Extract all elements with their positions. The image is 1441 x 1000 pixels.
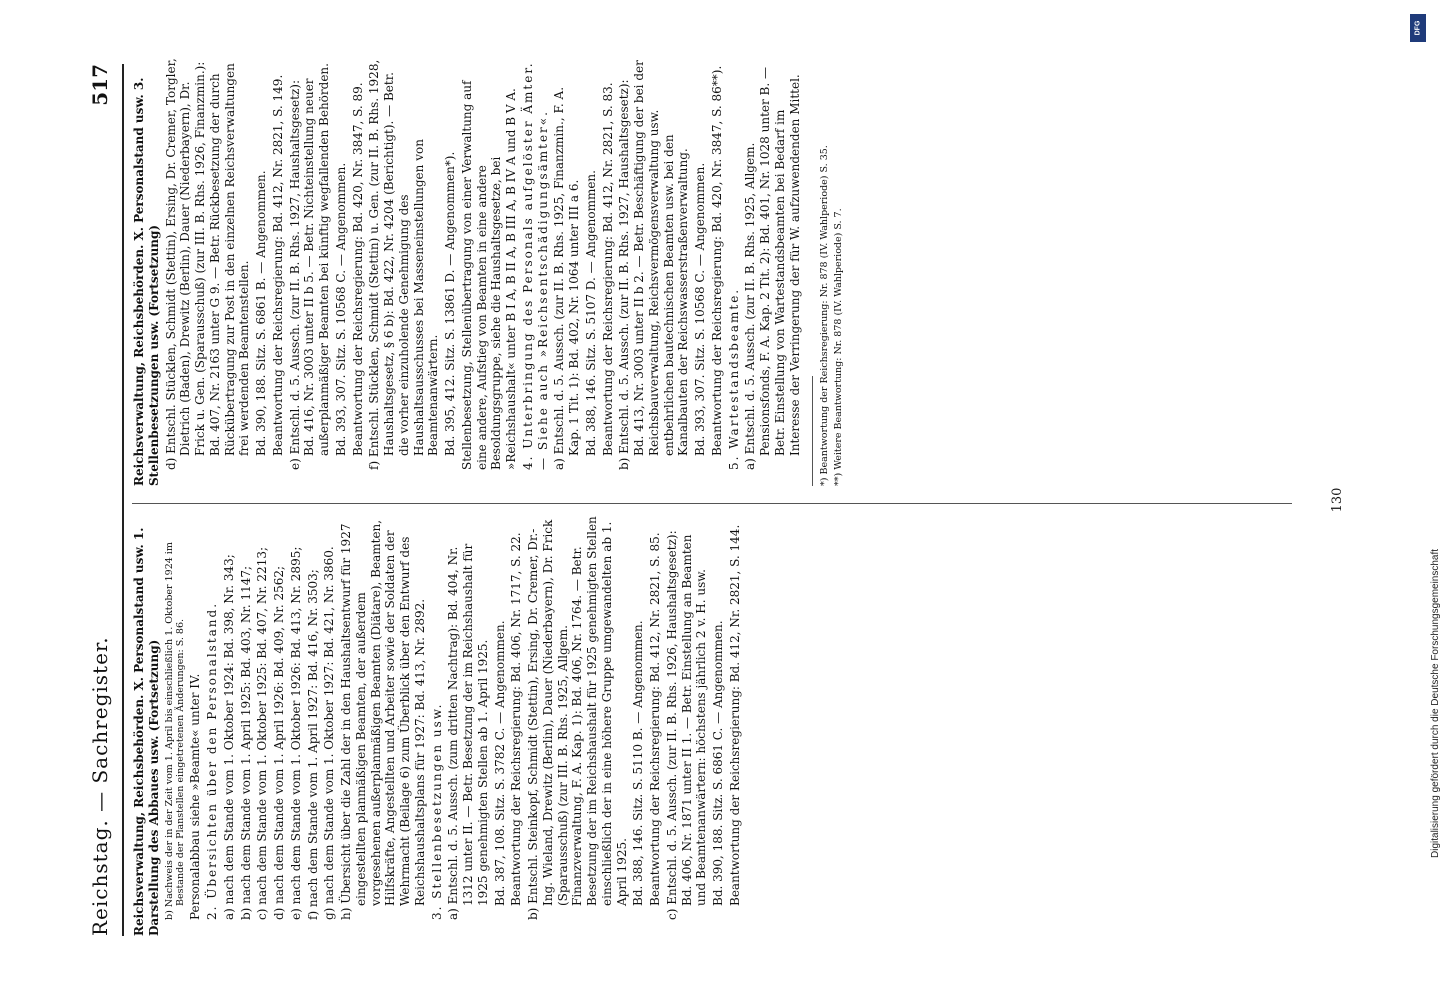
- index-entry: Bd. 393, 307. Sitz. S. 10568 C. — Angenommen.: [693, 162, 707, 456]
- index-entry: d) nach dem Stande vom 1. April 1926: Bd. 409, Nr. 2562;: [272, 565, 287, 920]
- index-entry: Reichsverwaltung, Reichsbehörden. X. Personalstand usw. 1. Darstellung des Abbaues usw. (Fortsetzung): [132, 527, 161, 936]
- index-entry: Bd. 388, 146. Sitz. S. 5110 B. — Angenommen.: [631, 620, 646, 906]
- index-entry: b) Nachweis der in der Zeit vom 1. April bis einschließlich 1. Oktober 1924 im Bestande der Planstellen eingetretenen Änderungen: S. 86.: [163, 542, 186, 920]
- index-entry: Reichsverwaltung, Reichsbehörden. X. Personalstand usw. 3. Stellenbesetzungen usw. (Fortsetzung): [132, 77, 161, 486]
- index-entry: Bd. 387, 108. Sitz. S. 3782 C. — Angenommen.: [492, 620, 507, 906]
- index-entry: 2. Übersichten über den Personalstand.: [205, 601, 220, 920]
- index-entry: Beantwortung der Reichsregierung: Bd. 420, Nr. 3847, S. 89.: [350, 82, 365, 456]
- funding-note: Digitalisierung gefördert durch die Deutsche Forschungsgemeinschaft: [1430, 548, 1441, 858]
- footer-page-number: 130: [1330, 487, 1345, 513]
- index-entry: d) Entschl. Stücklen, Schmidt (Stettin), Ersing, Dr. Cremer, Torgler, Dietrich (Baden), Drewitz (Berlin), Dauer (Niederbayern), Dr. Frick u. Gen. (Sparausschuß) (zur III. B. Rhs. 1926, Finanzmin.): Bd. 407, Nr. 2163 unter G 9. — Betr. Rückbesetzung der durch Rückübertragung zur Post in den einzelnen Reichsverwaltungen frei werdenden Beamtenstellen.: [163, 58, 252, 470]
- right-column: [132, 56, 846, 486]
- column-divider: [132, 503, 1292, 504]
- left-column: [132, 516, 745, 936]
- index-entry: e) Entschl. d. 5. Aussch. (zur II. B. Rhs. 1927, Haushaltsgesetz): Bd. 416, Nr. 3003 unter II b 5. — Betr. Nichteinstellung neuer außerplanmäßiger Beamten bei künftig wegfallenden Behörden.: [287, 63, 331, 470]
- index-entry: Beantwortung der Reichsregierung: Bd. 412, Nr. 2821, S. 149.: [270, 74, 285, 456]
- right-column-entries: [132, 56, 802, 486]
- index-entry: Beantwortung der Reichsregierung: Bd. 406, Nr. 1717, S. 22.: [509, 532, 524, 906]
- index-entry: Personalabbau siehe »Beamte« unter IV.: [188, 673, 203, 920]
- header-rule: [122, 64, 124, 936]
- index-entry: Bd. 393, 307. Sitz. S. 10568 C. — Angenommen.: [333, 162, 348, 456]
- index-entry: Bd. 388, 146. Sitz. S. 5107 D. — Angenommen.: [583, 170, 598, 456]
- index-entry: Beantwortung der Reichsregierung: Bd. 412, Nr. 2821, S. 144.: [727, 524, 742, 906]
- index-entry: Bd. 390, 188. Sitz. S. 6861 C. — Angenommen.: [711, 620, 726, 906]
- index-entry: f) nach dem Stande vom 1. April 1927: Bd. 416, Nr. 3503;: [305, 569, 320, 920]
- index-entry: f) Entschl. Stücklen, Schmidt (Stettin) u. Gen. (zur II. B. Rhs. 1928, Haushaltsgesetz, § 6 b): Bd. 422, Nr. 4204 (Berichtigt). — Betr. die vorher einzuholende Genehmigung des Haushaltsausschusses bei Masseneinstellungen von Beamtenanwärtern.: [367, 59, 441, 470]
- index-entry: Beantwortung der Reichsregierung: Bd. 412, Nr. 2821, S. 83.: [600, 82, 615, 456]
- index-entry: b) Entschl. d. 5. Aussch. (zur II. B. Rhs. 1927, Haushaltsgesetz): Bd. 413, Nr. 3003 unter II b 2. — Betr. Beschäftigung der bei der Reichsbauverwaltung, Reichsvermögensverwaltung usw. entbehrlichen bautechnischen Beamten usw. bei den Kanalbauten der Reichswasserstraßenverwaltung.: [617, 60, 691, 470]
- index-entry: 5. Wartestandsbeamte.: [726, 287, 741, 470]
- index-entry: a) nach dem Stande vom 1. Oktober 1924: Bd. 398, Nr. 343;: [221, 554, 236, 920]
- index-entry: g) nach dem Stande vom 1. Oktober 1927: Bd. 421, Nr. 3860.: [322, 546, 337, 920]
- index-entry: e) nach dem Stande vom 1. Oktober 1926: Bd. 413, Nr. 2895;: [288, 546, 303, 920]
- index-entry: 3. Stellenbesetzungen usw.: [429, 702, 444, 920]
- index-entry: a) Entschl. d. 5. Aussch. (zum dritten Nachtrag): Bd. 404, Nr. 1312 unter II. — Betr. Besetzung der im Reichshaushalt für 1925 genehmigten Stellen ab 1. April 1925.: [446, 543, 490, 920]
- index-entry: b) nach dem Stande vom 1. April 1925: Bd. 403, Nr. 1147;: [238, 565, 253, 920]
- index-entry: a) Entschl. d. 5. Aussch. (zur II. B. Rhs. 1925, Finanzmin., F. A. Kap. 1 Tit. 1): Bd. 402, Nr. 1064 unter III a 6.: [552, 86, 581, 470]
- footnote: **) Weitere Beantwortung: Nr. 878 (IV. Wahlperiode) S. 7.: [832, 208, 844, 486]
- index-entry: Bd. 395, 412. Sitz. S. 13861 D. — Angenommen*).: [443, 151, 457, 456]
- footnotes: [819, 56, 844, 486]
- running-title: Reichstag. — Sachregister.: [88, 636, 112, 936]
- footnote-rule: [812, 376, 813, 486]
- index-entry: 4. Unterbringung des Personals aufgelöster Ämter. — Siehe auch »Reichsentschädigungsämter«.: [520, 61, 550, 470]
- index-entry: Beantwortung der Reichsregierung: Bd. 420, Nr. 3847, S. 86**).: [709, 65, 724, 456]
- page-number: 517: [88, 64, 112, 106]
- index-entry: c) nach dem Stande vom 1. Oktober 1925: Bd. 407, Nr. 2213;: [255, 546, 270, 920]
- index-entry: c) Entschl. d. 5. Aussch. (zur II. B. Rhs. 1926, Haushaltsgesetz): Bd. 406, Nr. 1871 unter II 1. — Betr. Einstellung an Beamten und Beamtenanwärtern: höchstens jährlich 2 v. H. usw.: [664, 530, 709, 920]
- page-header: [88, 64, 120, 936]
- index-entry: h) Übersicht über die Zahl der in den Haushaltsentwurf für 1927 eingestellten planmäßigen Beamten, der außerdem vorgesehenen außerplanmäßigen Beamten (Diätare), Beamten, Hilfskräfte, Angestellten und Arbeiter sowie der Soldaten der Wehrmacht (Beilage 6) zum Überblick über den Entwurf des Reichshaushaltsplans für 1927: Bd. 413, Nr. 2892.: [339, 519, 427, 920]
- dfg-logo-icon: DFG: [1410, 14, 1426, 42]
- index-entry: a) Entschl. d. 5. Aussch. (zur II. B. Rhs. 1925, Allgem. Pensionsfonds, F. A. Kap. 2 Tit. 2): Bd. 401, Nr. 1028 unter B. — Betr. Einstellung von Wartestandsbeamten bei Bedarf im Interesse der Verringerung der für W. aufzuwendenden Mittel.: [743, 66, 802, 470]
- index-entry: Stellenbesetzung, Stellenübertragung von einer Verwaltung auf eine andere, Aufstieg von Beamten in eine andere Besoldungsgruppe, siehe die Haushaltsgesetze, bei »Reichshaushalt« unter B I A, B II A, B III A, B IV A und B V A.: [459, 80, 518, 470]
- footnote: *) Beantwortung der Reichsregierung: Nr. 878 (IV. Wahlperiode) S. 35.: [819, 145, 831, 486]
- index-entry: b) Entschl. Steinkopf, Schmidt (Stettin), Ersing, Dr. Cremer, Dr.-Ing. Wieland, Drewitz (Berlin), Dauer (Niederbayern), Dr. Frick (Sparausschuß) (zur III. B. Rhs. 1925, Allgem. Finanzverwaltung, F. A. Kap. 1): Bd. 406, Nr. 1764. — Betr. Besetzung der im Reichshaushalt für 1925 genehmigten Stellen einschließlich der in eine höhere Gruppe umgewandelten ab 1. April 1925.: [526, 516, 629, 920]
- index-entry: Beantwortung der Reichsregierung: Bd. 412, Nr. 2821, S. 85.: [648, 532, 663, 906]
- index-entry: Bd. 390, 188. Sitz. S. 6861 B. — Angenommen.: [254, 170, 268, 456]
- dfg-sidebar: [1406, 8, 1441, 998]
